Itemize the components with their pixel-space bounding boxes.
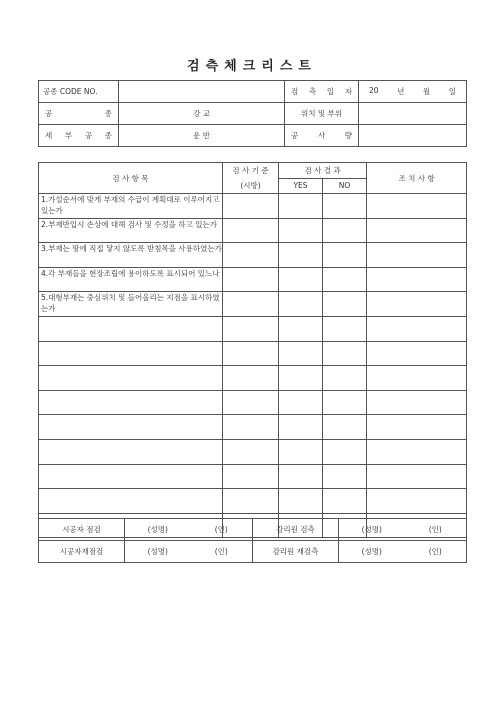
supervisor-check-label: 감리원 검측 [253, 519, 339, 541]
quantity-value[interactable] [359, 125, 467, 147]
code-label: 공종 CODE NO. [39, 81, 119, 103]
work-type-label: 공 종 [39, 103, 119, 125]
yes-cell[interactable] [279, 194, 323, 219]
checklist-row [39, 439, 467, 464]
contractor-check-label: 시공자 점검 [39, 519, 125, 541]
criteria-cell[interactable] [223, 415, 279, 440]
supervisor-recheck-seal[interactable]: (인) [405, 541, 467, 563]
checklist-row [39, 489, 467, 514]
date-value[interactable] [359, 81, 467, 103]
checklist-row [39, 243, 467, 268]
criteria-cell[interactable] [223, 489, 279, 514]
checklist-row [39, 194, 467, 219]
yes-cell[interactable] [279, 243, 323, 268]
header-criteria-line2: (시방) [240, 181, 261, 190]
checklist-row [39, 415, 467, 440]
no-cell[interactable] [323, 316, 367, 341]
no-cell[interactable] [323, 439, 367, 464]
no-cell[interactable] [323, 415, 367, 440]
checklist-row [39, 341, 467, 366]
date-month: 월 [422, 87, 431, 96]
criteria-cell[interactable] [223, 341, 279, 366]
no-cell[interactable] [323, 341, 367, 366]
action-cell[interactable] [367, 267, 467, 292]
action-cell[interactable] [367, 366, 467, 391]
no-cell[interactable] [323, 489, 367, 514]
checklist-row [39, 390, 467, 415]
action-cell[interactable] [367, 194, 467, 219]
criteria-cell[interactable] [223, 292, 279, 317]
yes-cell[interactable] [279, 439, 323, 464]
criteria-cell[interactable] [223, 390, 279, 415]
supervisor-check-name[interactable]: (성명) [339, 519, 405, 541]
action-cell[interactable] [367, 243, 467, 268]
yes-cell[interactable] [279, 316, 323, 341]
criteria-cell[interactable] [223, 243, 279, 268]
criteria-cell[interactable] [223, 194, 279, 219]
supervisor-recheck-label: 감리원 재검측 [253, 541, 339, 563]
page-title: 검측체크리스트 [187, 59, 317, 74]
checklist-row [39, 267, 467, 292]
criteria-cell[interactable] [223, 439, 279, 464]
action-cell[interactable] [367, 292, 467, 317]
no-cell[interactable] [323, 464, 367, 489]
checklist-row [39, 316, 467, 341]
checklist-item-text [39, 415, 223, 440]
checklist-row [39, 464, 467, 489]
checklist-item-text: 1.가설순서에 맞게 부재의 수급이 계획대로 이루어지고 있는가 [39, 194, 223, 219]
no-cell[interactable] [323, 292, 367, 317]
work-type-value[interactable]: 강 교 [119, 103, 285, 125]
header-item: 검 사 항 목 [39, 163, 223, 194]
yes-cell[interactable] [279, 341, 323, 366]
yes-cell[interactable] [279, 292, 323, 317]
action-cell[interactable] [367, 415, 467, 440]
contractor-check-seal[interactable]: (인) [191, 519, 253, 541]
checklist-item-text [39, 439, 223, 464]
location-value[interactable] [359, 103, 467, 125]
header-criteria [223, 163, 279, 194]
location-label: 위치 및 부위 [285, 103, 359, 125]
checklist-item-text [39, 390, 223, 415]
no-cell[interactable] [323, 243, 367, 268]
yes-cell[interactable] [279, 267, 323, 292]
info-table [38, 80, 467, 147]
checklist-item-text [39, 341, 223, 366]
checklist-row [39, 292, 467, 317]
action-cell[interactable] [367, 316, 467, 341]
criteria-cell[interactable] [223, 218, 279, 243]
header-action: 조 치 사 항 [367, 163, 467, 194]
date-label: 검 측 일 자 [285, 81, 359, 103]
action-cell[interactable] [367, 489, 467, 514]
criteria-cell[interactable] [223, 366, 279, 391]
checklist-table [38, 162, 467, 538]
action-cell[interactable] [367, 218, 467, 243]
checklist-row [39, 218, 467, 243]
date-year: 년 [397, 87, 405, 96]
code-value[interactable] [119, 81, 285, 103]
header-result: 검 사 결 과 [279, 163, 367, 179]
action-cell[interactable] [367, 341, 467, 366]
checklist-item-text: 5.대형부재는 중심위치 및 들어올리는 지점을 표시하였는가 [39, 292, 223, 317]
yes-cell[interactable] [279, 218, 323, 243]
quantity-label: 공 사 량 [285, 125, 359, 147]
yes-cell[interactable] [279, 415, 323, 440]
contractor-recheck-name[interactable]: (성명) [125, 541, 191, 563]
no-cell[interactable] [323, 194, 367, 219]
criteria-cell[interactable] [223, 316, 279, 341]
signature-row-1 [39, 519, 467, 541]
header-no: NO [323, 178, 367, 194]
date-day: 일 [448, 87, 456, 96]
detail-label: 세 부 공 종 [39, 125, 119, 147]
contractor-recheck-label: 시공자재점검 [39, 541, 125, 563]
supervisor-recheck-name[interactable]: (성명) [339, 541, 405, 563]
checklist-item-text [39, 489, 223, 514]
signature-table [38, 518, 467, 563]
action-cell[interactable] [367, 439, 467, 464]
no-cell[interactable] [323, 218, 367, 243]
checklist-item-text [39, 464, 223, 489]
header-criteria-line1: 검 사 기 준 [232, 166, 269, 175]
checklist-item-text [39, 316, 223, 341]
action-cell[interactable] [367, 390, 467, 415]
criteria-cell[interactable] [223, 267, 279, 292]
signature-row-2 [39, 541, 467, 563]
contractor-check-name[interactable]: (성명) [125, 519, 191, 541]
yes-cell[interactable] [279, 366, 323, 391]
criteria-cell[interactable] [223, 464, 279, 489]
contractor-recheck-seal[interactable]: (인) [191, 541, 253, 563]
yes-cell[interactable] [279, 464, 323, 489]
yes-cell[interactable] [279, 390, 323, 415]
header-yes: YES [279, 178, 323, 194]
checklist-item-text [39, 366, 223, 391]
yes-cell[interactable] [279, 489, 323, 514]
no-cell[interactable] [323, 366, 367, 391]
supervisor-check-seal[interactable]: (인) [405, 519, 467, 541]
detail-value[interactable]: 운 반 [119, 125, 285, 147]
checklist-item-text: 2.부재반입시 손상에 대해 검사 및 수정을 하고 있는가 [39, 218, 223, 243]
checklist-row [39, 366, 467, 391]
no-cell[interactable] [323, 390, 367, 415]
action-cell[interactable] [367, 464, 467, 489]
date-prefix: 20 [369, 86, 379, 95]
no-cell[interactable] [323, 267, 367, 292]
checklist-item-text: 4.각 부재들을 현장조립에 용이하도록 표시되어 있느나 [39, 267, 223, 292]
checklist-item-text: 3.부재는 땅에 직접 닿지 않도록 받침목을 사용하였는가 [39, 243, 223, 268]
